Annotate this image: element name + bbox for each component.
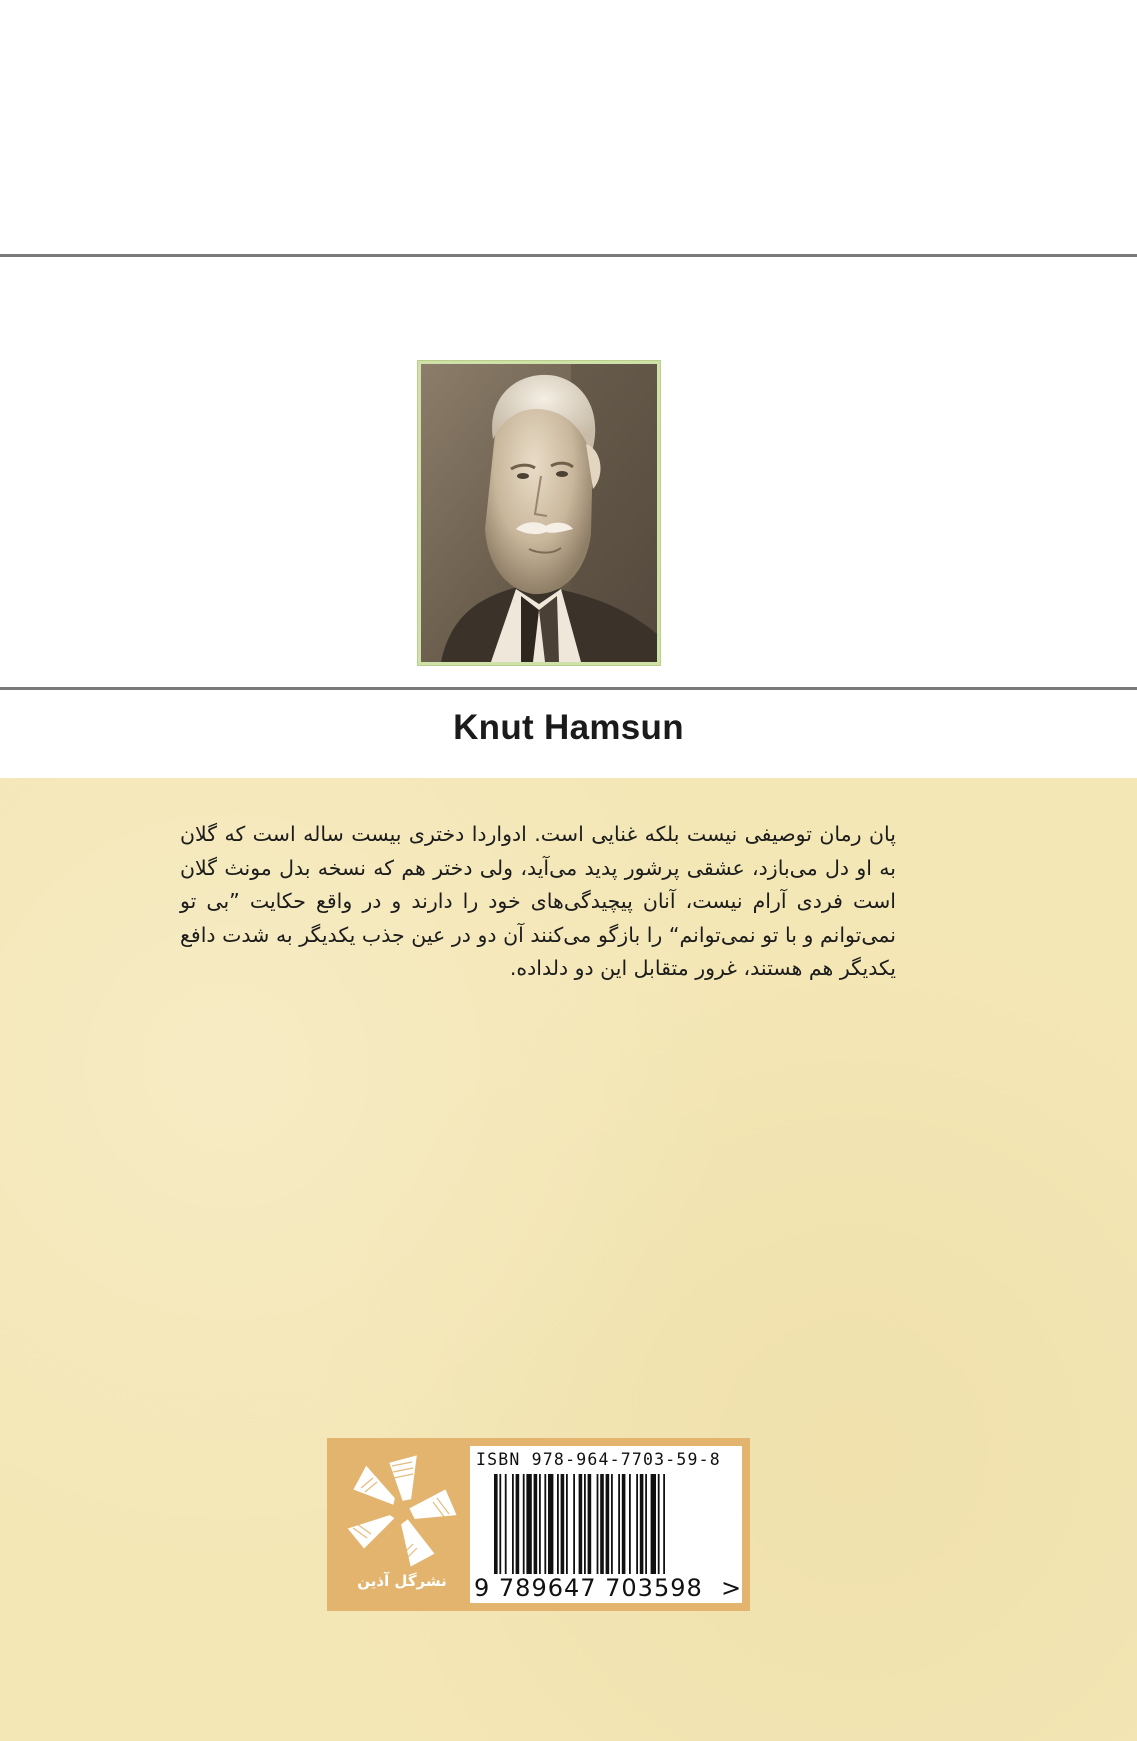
- barcode-bar: [512, 1474, 514, 1574]
- barcode-bar: [606, 1474, 610, 1574]
- barcode-bar: [494, 1474, 498, 1574]
- barcode-bar: [622, 1474, 626, 1574]
- barcode-bar: [640, 1474, 644, 1574]
- barcode-bar: [658, 1474, 660, 1574]
- barcode-bar: [629, 1474, 631, 1574]
- barcode-bar: [600, 1474, 604, 1574]
- barcode-bar: [636, 1474, 638, 1574]
- barcode-bar: [526, 1474, 531, 1574]
- barcode-digits: 9 789647 703598: [474, 1574, 703, 1602]
- publisher-logo: [337, 1448, 467, 1601]
- author-name: Knut Hamsun: [453, 708, 684, 747]
- barcode-bar: [597, 1474, 599, 1574]
- author-portrait: [417, 360, 661, 666]
- bottom-divider: [0, 687, 1137, 690]
- barcode-bar: [534, 1474, 538, 1574]
- top-divider: [0, 254, 1137, 257]
- isbn-barcode: [470, 1446, 742, 1603]
- quiet-zone-marker: >: [721, 1574, 742, 1602]
- barcode-bar: [611, 1474, 613, 1574]
- barcode-bar: [539, 1474, 541, 1574]
- author-photo: [421, 364, 657, 662]
- barcode-bar: [579, 1474, 583, 1574]
- isbn-label: ISBN 978-964-7703-59-8: [476, 1450, 721, 1469]
- barcode-bar: [548, 1474, 553, 1574]
- barcode-bars: [494, 1474, 720, 1574]
- barcode-bar: [645, 1474, 647, 1574]
- book-blurb: پان رمان توصیفی نیست بلکه غنایی است. ادواردا دختری بیست ساله است که گلان به او دل می‌بازد، عشقی پرشور پدید می‌آید، ولی دختر هم که نسخه بدل مونث گلان است فردی آرام نیست، آنان پیچیدگی‌های خود را دارند و در واقع حکایت ”بی تو نمی‌توانم و با تو نمی‌توانم“ را بازگو می‌کنند آن دو در عین جذب یکدیگر به شدت دافع یکدیگر هم هستند، غرور متقابل این دو دلداده.: [180, 822, 896, 980]
- barcode-bar: [573, 1474, 575, 1574]
- barcode-bar: [663, 1474, 665, 1574]
- barcode-bar: [618, 1474, 620, 1574]
- barcode-bar: [557, 1474, 559, 1574]
- barcode-bar: [516, 1474, 520, 1574]
- book-star-logo-icon: [337, 1448, 467, 1576]
- barcode-bar: [505, 1474, 507, 1574]
- barcode-bar: [566, 1474, 568, 1574]
- barcode-bar: [544, 1474, 546, 1574]
- barcode-bar: [584, 1474, 586, 1574]
- barcode-bar: [561, 1474, 565, 1574]
- barcode-bar: [523, 1474, 525, 1574]
- publisher-isbn-box: [327, 1438, 750, 1611]
- publisher-name: نشرگل آذین: [357, 1572, 447, 1590]
- barcode-bar: [588, 1474, 592, 1574]
- barcode-bar: [499, 1474, 501, 1574]
- barcode-bar: [651, 1474, 656, 1574]
